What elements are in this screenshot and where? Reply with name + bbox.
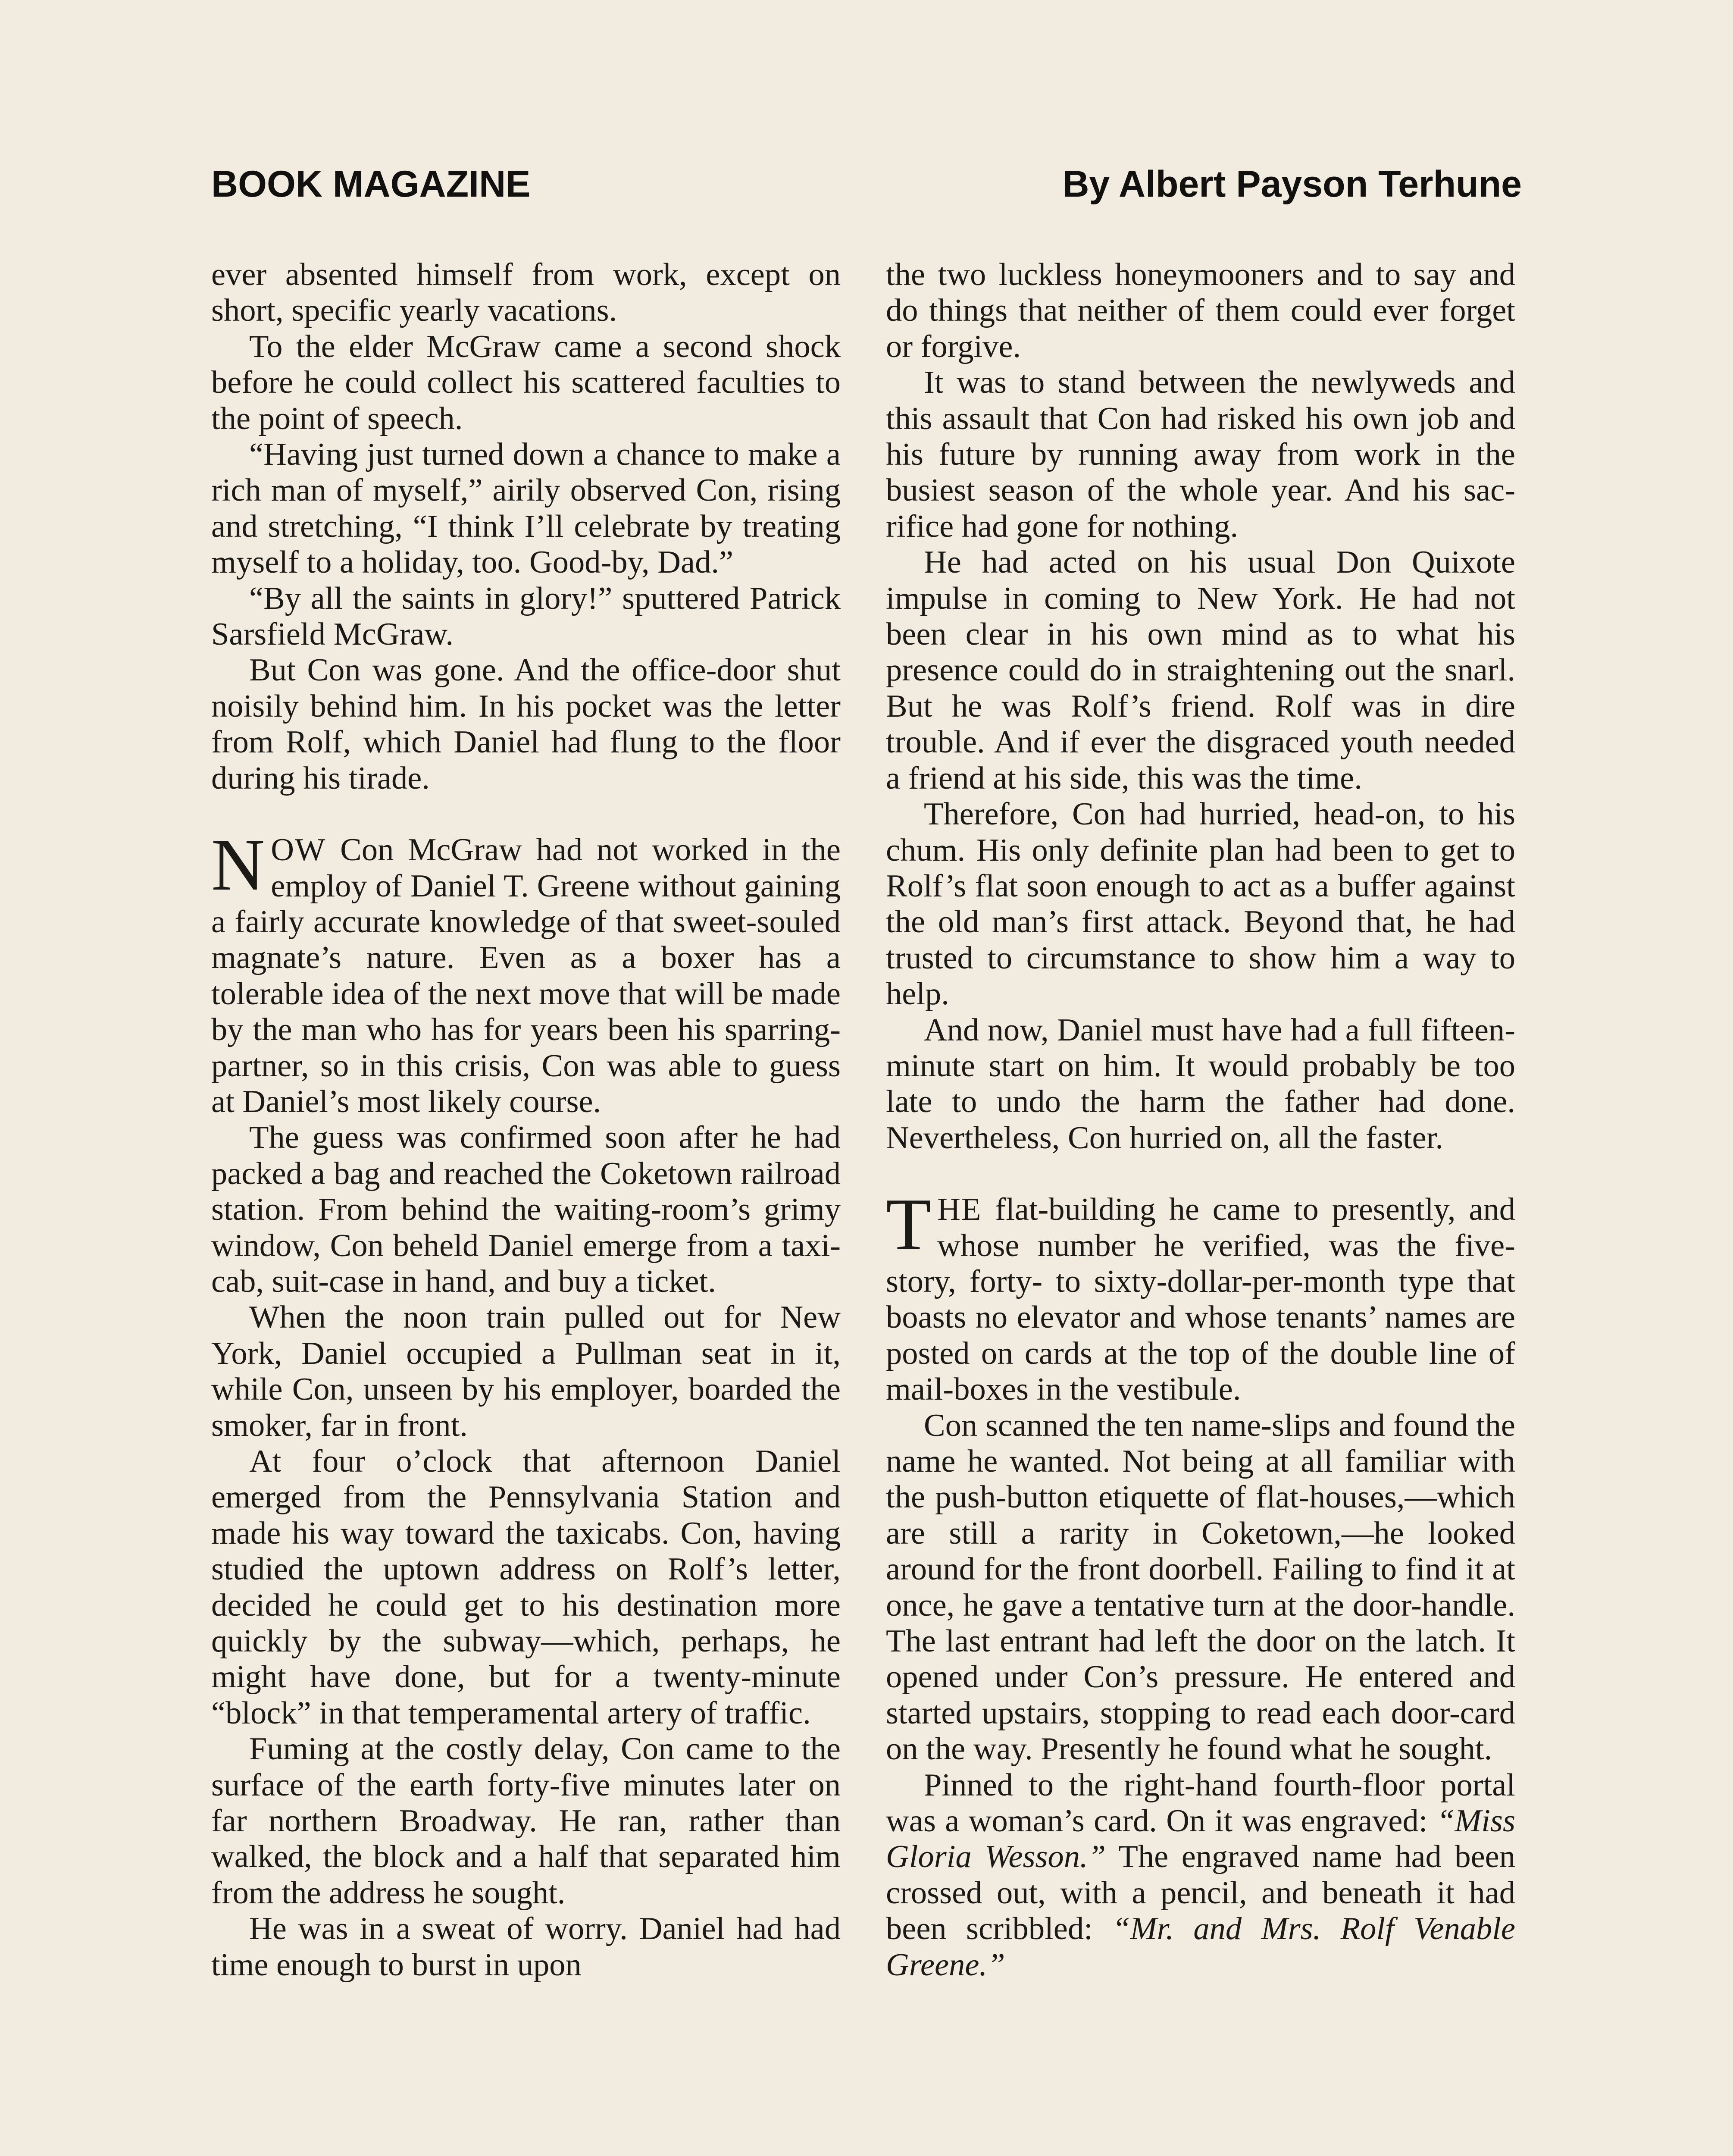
paragraph-text: flat-building he came to presently, and whose number he verified, was the five-story, forty- to sixty-dollar-per-month type that boasts no elevator and whose tenants’ names are posted on cards at the top of the double line of mail-boxes in the vestibule.: [886, 1192, 1515, 1407]
paragraph: He had acted on his usual Don Quixote impulse in coming to New York. He had not been clear in his own mind as to what his presence could do in straightening out the snarl. But he was Rolf’s friend. Rolf was in dire trouble. And if ever the disgraced youth needed a friend at his side, this was the time.: [886, 545, 1515, 796]
small-caps-lead: OW: [271, 832, 326, 868]
text-column-left: [211, 257, 841, 2156]
paragraph: “Having just turned down a chance to make a rich man of myself,” airily observed Con, rising and stretching, “I think I’ll celebrate by treating myself to a holiday, too. Good-by, Dad.”: [211, 437, 841, 580]
paragraph: the two luckless honeymooners and to say and do things that neither of them could ever forget or forgive.: [886, 257, 1515, 364]
text-column-right: [886, 257, 1515, 2156]
paragraph: Fuming at the costly delay, Con came to the surface of the earth forty-five minutes later on far northern Broadway. He ran, rather than walked, the block and a half that separated him from the address he sought.: [211, 1731, 841, 1911]
paragraph: And now, Daniel must have had a full fifteen-minute start on him. It would probably be too late to undo the harm the father had done. Nevertheless, Con hurried on, all the faster.: [886, 1012, 1515, 1156]
drop-cap: T: [886, 1184, 932, 1266]
paragraph: The guess was confirmed soon after he had packed a bag and reached the Coketown railroad station. From behind the waiting-room’s grimy window, Con beheld Daniel emerge from a taxicab, suit-case in hand, and buy a ticket.: [211, 1120, 841, 1299]
paragraph: But Con was gone. And the office-door shut noisily behind him. In his pocket was the letter from Rolf, which Daniel had flung to the floor during his tirade.: [211, 652, 841, 796]
paragraph-text: Pinned to the right-hand fourth-floor portal was a woman’s card. On it was engraved:: [886, 1767, 1515, 1839]
running-header: [211, 163, 1522, 210]
section-opening-paragraph: [886, 1184, 1515, 1407]
paragraph: [886, 1767, 1515, 1983]
section-opening-paragraph: [211, 824, 841, 1120]
magazine-title: BOOK MAGAZINE: [211, 163, 531, 205]
paragraph: Con scanned the ten name-slips and found the name he wanted. Not being at all familiar with the push-button etiquette of flat-houses,—which are still a rarity in Coketown,—he looked around for the front doorbell. Failing to find it at once, he gave a tentative turn at the door-handle. The last entrant had left the door on the latch. It opened under Con’s pressure. He entered and started upstairs, stopping to read each door-card on the way. Presently he found what he sought.: [886, 1407, 1515, 1767]
card-name-italic: “Mr. and Mrs. Rolf Venable Greene.”: [886, 1911, 1515, 1983]
paragraph: “By all the saints in glory!” sputtered Patrick Sarsfield McGraw.: [211, 580, 841, 652]
author-byline: By Albert Payson Terhune: [1062, 163, 1522, 205]
card-name-italic: “Miss Gloria Wesson.”: [886, 1803, 1515, 1875]
paragraph-text: Con McGraw had not worked in the employ of Daniel T. Greene without gaining a fairly accurate knowledge of that sweet-souled magnate’s nature. Even as a boxer has a tolerable idea of the next move that will be made by the man who has for years been his sparring-partner, so in this crisis, Con was able to guess at Daniel’s most likely course.: [211, 832, 841, 1119]
small-caps-lead: HE: [937, 1192, 982, 1228]
paragraph-text: The engraved name had been crossed out, with a pencil, and beneath it had been scribbled:: [886, 1839, 1515, 1947]
paragraph: At four o’clock that afternoon Daniel emerged from the Pennsylvania Station and made his way toward the taxicabs. Con, having studied the uptown address on Rolf’s letter, decided he could get to his destination more quickly by the subway—which, perhaps, he might have done, but for a twenty-minute “block” in that temperamental artery of traffic.: [211, 1444, 841, 1731]
paragraph: Therefore, Con had hurried, head-on, to his chum. His only definite plan had been to get to Rolf’s flat soon enough to act as a buffer against the old man’s first attack. Beyond that, he had trusted to circumstance to show him a way to help.: [886, 796, 1515, 1012]
paragraph: To the elder McGraw came a second shock before he could collect his scattered faculties to the point of speech.: [211, 329, 841, 436]
paragraph: He was in a sweat of worry. Daniel had had time enough to burst in upon: [211, 1911, 841, 1983]
paragraph: It was to stand between the newlyweds and this assault that Con had risked his own job and his future by running away from work in the busiest season of the whole year. And his sacrifice had gone for nothing.: [886, 365, 1515, 544]
drop-cap: N: [211, 824, 265, 906]
paragraph: When the noon train pulled out for New York, Daniel occupied a Pullman seat in it, while Con, unseen by his employer, boarded the smoker, far in front.: [211, 1300, 841, 1443]
paragraph: ever absented himself from work, except on short, specific yearly vacations.: [211, 257, 841, 329]
